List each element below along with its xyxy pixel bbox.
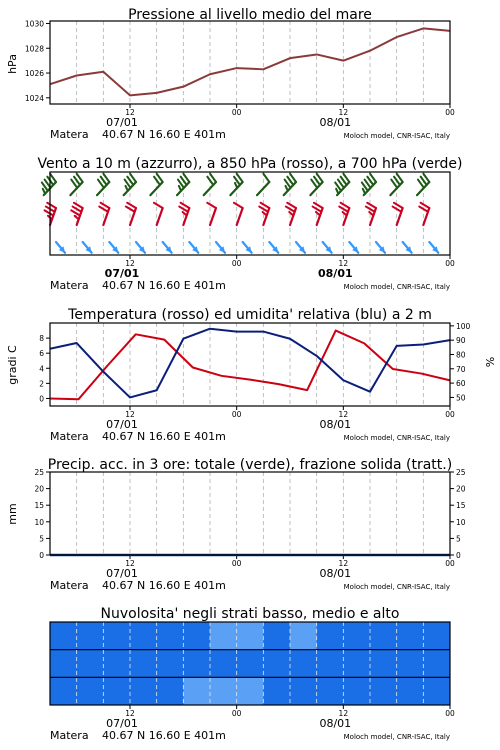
wind-barb-flag (235, 183, 237, 188)
temperature-ylabel: gradi C (6, 345, 19, 385)
cloud-cell (50, 677, 77, 705)
wind-barb-staff (210, 208, 216, 225)
pressure-line (50, 28, 450, 95)
date-label: 08/01 (319, 116, 352, 129)
x-tick-label: 12 (125, 410, 135, 419)
x-tick-label: 00 (445, 559, 455, 568)
y-tick-label: 2 (39, 379, 44, 389)
y-tick-label: 100 (456, 321, 471, 331)
pressure-series (50, 28, 450, 95)
precip-location-coords: 40.67 N 16.60 E 401m (102, 579, 226, 592)
precip-panel (6, 457, 466, 592)
date-label: 07/01 (106, 116, 138, 129)
y-tick-label: 1024 (24, 93, 44, 103)
precip-grid (77, 472, 450, 559)
x-tick-label: 12 (125, 709, 135, 718)
cloud-cell (263, 677, 290, 705)
x-tick-label: 12 (338, 410, 349, 419)
temperature-xlabels (106, 410, 455, 431)
pressure-frame (50, 21, 450, 104)
temperature-yticks (39, 334, 50, 403)
cloud-model-credit: Moloch model, CNR-ISAC, Italy (343, 733, 450, 741)
x-tick-label: 00 (231, 410, 242, 419)
x-tick-label: 12 (125, 108, 135, 117)
y-tick-label: 20 (34, 484, 44, 494)
date-label: 08/01 (318, 267, 353, 280)
y-tick-label: 80 (456, 350, 466, 360)
cloud-cell (237, 622, 264, 650)
x-tick-label: 12 (338, 709, 349, 718)
cloud-cell (77, 677, 104, 705)
wind-barb-flag (234, 203, 243, 208)
cloud-panel (50, 606, 455, 742)
y-tick-label: 60 (456, 379, 466, 389)
cloud-cell (370, 677, 397, 705)
y-tick-label: 50 (456, 393, 466, 403)
cloud-cell (157, 650, 184, 678)
y-tick-label: 20 (456, 484, 466, 494)
wind-barb-flag (263, 174, 269, 182)
cloud-cell (210, 650, 237, 678)
cloud-cell (103, 650, 130, 678)
y-tick-label: 90 (456, 336, 466, 346)
temperature-frame (50, 323, 450, 406)
y-tick-label: 1026 (24, 69, 44, 79)
cloud-cell (50, 622, 77, 650)
y-tick-label: 70 (456, 364, 466, 374)
y-tick-label: 0 (39, 551, 44, 560)
date-label: 07/01 (106, 567, 138, 580)
cloud-cell (210, 677, 237, 705)
cloud-cell (103, 677, 130, 705)
y-tick-label: 25 (34, 468, 44, 477)
cloud-cell (157, 677, 184, 705)
cloud-cell (237, 677, 264, 705)
x-tick-label: 12 (338, 259, 349, 268)
x-tick-label: 00 (445, 259, 455, 268)
cloud-cell (343, 622, 370, 650)
cloud-cell (397, 650, 424, 678)
temperature-panel (6, 307, 496, 443)
wind-barb-flag (363, 189, 365, 194)
cloud-cell (317, 650, 344, 678)
wind-barb-flag (336, 189, 338, 194)
cloud-cell (423, 677, 450, 705)
precip-model-credit: Moloch model, CNR-ISAC, Italy (343, 583, 450, 591)
temperature-title: Temperatura (rosso) ed umidita' relativa (blu) a 2 m (68, 307, 432, 323)
wind-title: Vento a 10 m (azzurro), a 850 hPa (rosso), a 700 hPa (verde) (37, 156, 463, 172)
cloud-cell (183, 677, 210, 705)
wind-barb-flag (75, 216, 79, 220)
pressure-ylabel: hPa (6, 54, 19, 74)
humidity-yticks (450, 322, 471, 403)
x-tick-label: 00 (231, 259, 242, 268)
cloud-location-name: Matera (50, 729, 89, 742)
wind-barb-staff (157, 208, 163, 225)
wind-panel (37, 156, 462, 292)
wind-barb-staff (237, 208, 243, 225)
x-tick-label: 12 (125, 259, 135, 268)
temperature-series (50, 329, 450, 399)
temperature-line (50, 331, 450, 400)
pressure-xlabels (106, 108, 455, 129)
precip-yticks (34, 468, 465, 560)
temperature-model-credit: Moloch model, CNR-ISAC, Italy (343, 434, 450, 442)
x-tick-label: 00 (231, 108, 242, 117)
temperature-location-coords: 40.67 N 16.60 E 401m (102, 430, 226, 443)
cloud-location-coords: 40.67 N 16.60 E 401m (102, 729, 226, 742)
precip-frame (50, 472, 450, 555)
x-tick-label: 00 (445, 410, 455, 419)
y-tick-label: 10 (456, 517, 466, 527)
date-label: 07/01 (106, 717, 138, 730)
y-tick-label: 4 (39, 364, 44, 374)
y-tick-label: 8 (39, 334, 44, 344)
cloud-cell (263, 650, 290, 678)
y-tick-label: 15 (34, 501, 44, 511)
cloud-cell (343, 650, 370, 678)
pressure-panel (6, 7, 455, 141)
cloud-cell (130, 677, 157, 705)
wind-barb-flag (179, 186, 181, 191)
cloud-cell (290, 622, 317, 650)
cloud-cell (397, 622, 424, 650)
x-tick-label: 00 (231, 709, 242, 718)
wind-barb-flag (207, 203, 216, 208)
cloud-cell (237, 650, 264, 678)
wind-xlabels (105, 259, 455, 280)
precip-ylabel: mm (6, 503, 19, 525)
date-label: 07/01 (106, 418, 138, 431)
wind-model-credit: Moloch model, CNR-ISAC, Italy (343, 283, 450, 291)
cloud-cell (290, 650, 317, 678)
cloud-cell (397, 677, 424, 705)
x-tick-label: 00 (445, 108, 455, 117)
date-label: 08/01 (319, 418, 352, 431)
date-label: 07/01 (104, 267, 140, 280)
date-label: 08/01 (319, 567, 352, 580)
cloud-cell (210, 622, 237, 650)
cloud-cell (423, 650, 450, 678)
y-tick-label: 5 (39, 534, 44, 544)
cloud-cell (183, 650, 210, 678)
x-tick-label: 00 (445, 709, 455, 718)
precip-title: Precip. acc. in 3 ore: totale (verde), frazione solida (tratt.) (47, 457, 453, 473)
cloud-title: Nuvolosita' negli strati basso, medio e alto (100, 606, 400, 622)
y-tick-label: 5 (456, 534, 461, 544)
cloud-cell (290, 677, 317, 705)
wind-barb-flag (43, 189, 45, 194)
y-tick-label: 1030 (24, 19, 44, 29)
pressure-model-credit: Moloch model, CNR-ISAC, Italy (343, 132, 450, 140)
cloud-xlabels (106, 709, 455, 730)
precip-location-name: Matera (50, 579, 89, 592)
cloud-cell (130, 622, 157, 650)
y-tick-label: 1028 (24, 44, 44, 54)
cloud-cell (183, 622, 210, 650)
precip-xlabels (106, 559, 455, 580)
pressure-yticks (25, 19, 50, 102)
x-tick-label: 00 (231, 559, 242, 568)
humidity-ylabel: % (483, 356, 496, 368)
temperature-location-name: Matera (50, 430, 89, 443)
y-tick-label: 10 (34, 517, 44, 527)
pressure-title: Pressione al livello medio del mare (128, 7, 372, 23)
wind-barb-flag (154, 203, 163, 208)
pressure-location-name: Matera (50, 128, 89, 141)
cloud-cells (50, 622, 451, 705)
cloud-cell (263, 622, 290, 650)
cloud-cell (157, 622, 184, 650)
cloud-cell (370, 650, 397, 678)
cloud-cell (317, 677, 344, 705)
wind-location-coords: 40.67 N 16.60 E 401m (102, 279, 226, 292)
cloud-cell (103, 622, 130, 650)
wind-barbs (42, 174, 438, 253)
y-tick-label: 25 (456, 468, 466, 477)
cloud-cell (77, 622, 104, 650)
cloud-cell (423, 622, 450, 650)
cloud-cell (77, 650, 104, 678)
wind-barb-flag (126, 186, 128, 191)
cloud-cell (130, 650, 157, 678)
x-tick-label: 12 (338, 559, 349, 568)
date-label: 08/01 (319, 717, 352, 730)
cloud-cell (370, 622, 397, 650)
wind-location-name: Matera (50, 279, 89, 292)
x-tick-label: 12 (125, 559, 135, 568)
cloud-cell (317, 622, 344, 650)
y-tick-label: 6 (39, 349, 44, 359)
cloud-cell (343, 677, 370, 705)
wind-barb-flag (286, 186, 288, 191)
x-tick-label: 12 (338, 108, 349, 117)
pressure-location-coords: 40.67 N 16.60 E 401m (102, 128, 226, 141)
cloud-cell (50, 650, 77, 678)
y-tick-label: 0 (39, 394, 44, 404)
y-tick-label: 0 (456, 551, 461, 560)
y-tick-label: 15 (456, 501, 466, 511)
